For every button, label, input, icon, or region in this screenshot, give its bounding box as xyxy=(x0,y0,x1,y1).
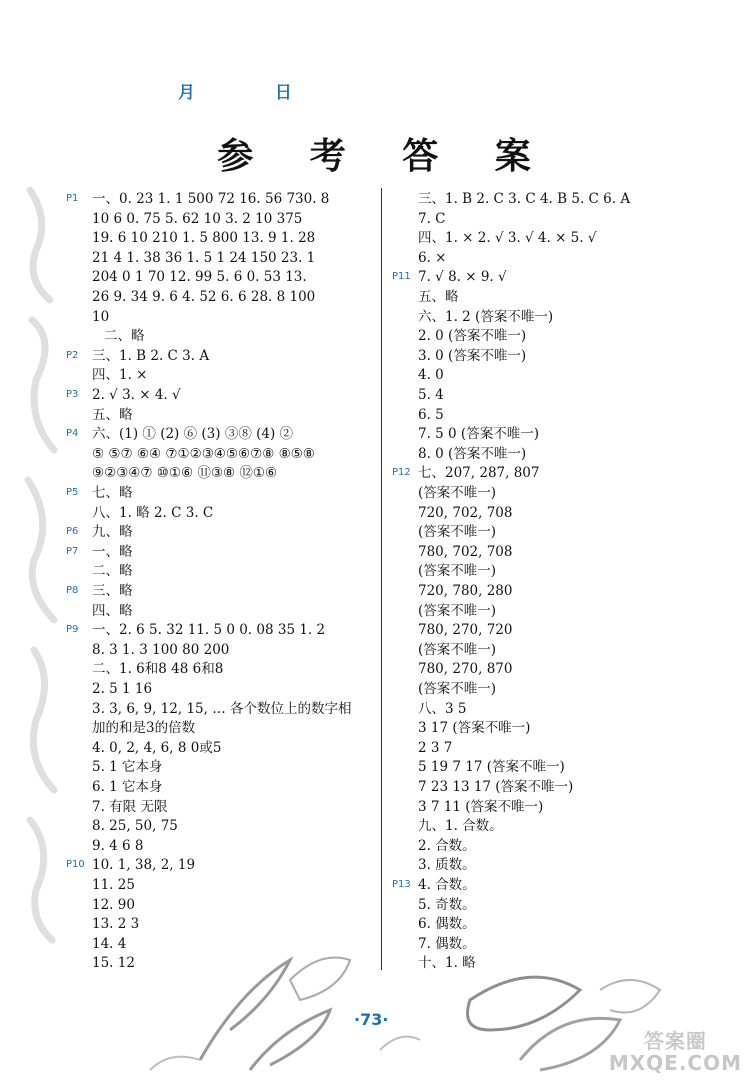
answer-line: 2. 合数。 xyxy=(418,837,476,854)
answer-line: 九、1. 合数。 xyxy=(418,818,503,835)
answer-line: 三、略 xyxy=(92,583,133,599)
answer-line: 2. √ 3. × 4. √ xyxy=(92,387,181,403)
answer-line: 五、略 xyxy=(92,406,133,423)
answer-line: 12. 90 xyxy=(92,896,135,913)
answer-line: 19. 6 10 210 1. 5 800 13. 9 1. 28 xyxy=(92,230,316,247)
calligraphy-decoration xyxy=(22,180,66,980)
answer-line: 6. 1 它本身 xyxy=(92,779,163,795)
answer-line: 7. 偶数。 xyxy=(418,935,476,952)
answer-line: 十、1. 略 xyxy=(418,955,476,972)
answer-line: 13. 2 3 xyxy=(92,916,140,933)
answer-line: 加的和是3的倍数 xyxy=(92,720,196,737)
answer-line: 9. 4 6 8 xyxy=(92,837,144,854)
watermark-url: MXQE.COM xyxy=(608,1051,742,1075)
answer-line: 2. 0 (答案不唯一) xyxy=(418,328,527,345)
answer-line: 6. 5 xyxy=(418,406,444,423)
answer-line: (答案不唯一) xyxy=(418,641,497,658)
page-ref-label: P3 xyxy=(66,389,79,400)
answer-line: 3 17 (答案不唯一) xyxy=(418,720,531,737)
page-ref-label: P6 xyxy=(66,526,79,538)
page-ref-label: P11 xyxy=(392,271,411,283)
answer-line: 八、1. 略 2. C 3. C xyxy=(92,504,214,521)
page-ref-label: P12 xyxy=(392,467,411,479)
day-label: 日 xyxy=(274,83,292,103)
page-ref-label: P10 xyxy=(66,859,85,871)
answer-line: 7 23 13 17 (答案不唯一) xyxy=(418,779,574,795)
answer-line: 一、2. 6 5. 32 11. 5 0 0. 08 35 1. 2 xyxy=(92,622,326,639)
answer-line: ⑤ ⑤⑦ ⑥④ ⑦①②③④⑤⑥⑦⑧ ⑧⑤⑧ xyxy=(92,445,315,462)
answer-line: 10. 1, 38, 2, 19 xyxy=(92,857,196,874)
answer-line: 21 4 1. 38 36 1. 5 1 24 150 23. 1 xyxy=(92,249,316,266)
answer-line: ⑨②③④⑦ ⑩①⑥ ⑪③⑧ ⑫①⑥ xyxy=(92,465,278,482)
page-ref-label: P5 xyxy=(66,487,79,498)
answer-line: 3 7 11 (答案不唯一) xyxy=(418,798,544,815)
answer-line: 二、略 xyxy=(104,328,145,345)
page-ref-label: P4 xyxy=(66,428,79,440)
answer-line: (答案不唯一) xyxy=(418,563,497,580)
answer-line: 15. 12 xyxy=(92,955,135,972)
answer-line: 780, 270, 720 xyxy=(418,622,513,639)
answer-line: 三、1. B 2. C 3. A xyxy=(92,347,210,364)
answer-line: 七、略 xyxy=(92,485,133,501)
answer-line: 五、略 xyxy=(418,289,459,305)
answer-line: 九、略 xyxy=(92,524,133,541)
answer-line: 7. 有限 无限 xyxy=(92,798,168,815)
answer-line: (答案不唯一) xyxy=(418,524,497,541)
answer-line: 14. 4 xyxy=(92,935,127,952)
answer-line: 7. C xyxy=(418,210,446,227)
answer-line: 四、1. × 2. √ 3. √ 4. × 5. √ xyxy=(418,230,597,247)
answer-line: 2 3 7 xyxy=(418,739,453,756)
answer-line: 10 6 0. 75 5. 62 10 3. 2 10 375 xyxy=(92,210,303,227)
answer-line: 5. 1 它本身 xyxy=(92,759,163,776)
answer-line: 26 9. 34 9. 6 4. 52 6. 6 28. 8 100 xyxy=(92,289,316,305)
answer-line: 780, 702, 708 xyxy=(418,543,513,560)
answer-line: 六、(1) ① (2) ⑥ (3) ③⑧ (4) ② xyxy=(92,426,294,443)
answer-line: 720, 780, 280 xyxy=(418,583,513,599)
answer-line: 5 19 7 17 (答案不唯一) xyxy=(418,759,565,776)
column-divider xyxy=(381,188,382,970)
answer-line: 四、1. × xyxy=(92,367,148,384)
site-watermark xyxy=(609,1030,742,1074)
answer-line: 一、0. 23 1. 1 500 72 16. 56 730. 8 xyxy=(92,191,330,207)
answer-line: 2. 5 1 16 xyxy=(92,681,153,697)
answer-line: 5. 奇数。 xyxy=(418,896,476,913)
answer-line: 5. 4 xyxy=(418,387,444,403)
answer-line: 三、1. B 2. C 3. C 4. B 5. C 6. A xyxy=(418,191,631,207)
answer-line: 二、1. 6和8 48 6和8 xyxy=(92,661,224,678)
answer-line: 四、略 xyxy=(92,602,133,619)
answer-line: 二、略 xyxy=(92,563,133,580)
answer-line: 780, 270, 870 xyxy=(418,661,513,678)
answer-line: 3. 3, 6, 9, 12, 15, … 各个数位上的数字相 xyxy=(92,700,352,717)
answer-line: 八、3 5 xyxy=(418,700,467,717)
page-ref-label: P8 xyxy=(66,585,79,596)
answer-line: 6. 偶数。 xyxy=(418,916,476,933)
answer-line: (答案不唯一) xyxy=(418,602,497,619)
answer-line: 11. 25 xyxy=(92,877,135,893)
page-title: 参 考 答 案 xyxy=(217,135,553,177)
answer-line: 4. 0 xyxy=(418,367,444,384)
date-fields xyxy=(178,78,292,103)
month-label: 月 xyxy=(178,83,195,103)
answer-line: 7. √ 8. × 9. √ xyxy=(418,269,507,286)
page-ref-label: P2 xyxy=(66,349,79,361)
answer-line: 3. 0 (答案不唯一) xyxy=(418,347,527,364)
answer-line: 8. 3 1. 3 100 80 200 xyxy=(92,641,230,658)
answer-line: 10 xyxy=(92,308,110,325)
page-ref-label: P1 xyxy=(66,193,79,204)
answer-line: 7. 5 0 (答案不唯一) xyxy=(418,426,539,443)
answer-line: 8. 0 (答案不唯一) xyxy=(418,445,527,462)
answer-line: (答案不唯一) xyxy=(418,485,497,501)
answer-line: 六、1. 2 (答案不唯一) xyxy=(418,308,554,325)
answer-line: 6. × xyxy=(418,249,447,266)
answer-line: 4. 0, 2, 4, 6, 8 0或5 xyxy=(92,739,222,756)
page-ref-label: P9 xyxy=(66,624,79,636)
watermark-logo-text: 答案圈 xyxy=(643,1029,707,1053)
answer-line: 七、207, 287, 807 xyxy=(418,465,540,482)
answer-line: 720, 702, 708 xyxy=(418,504,513,521)
answer-line: (答案不唯一) xyxy=(418,681,497,697)
answer-line: 一、略 xyxy=(92,543,133,560)
answer-line: 204 0 1 70 12. 99 5. 6 0. 53 13. xyxy=(92,269,307,286)
page-number: ·73· xyxy=(354,1010,389,1029)
page-ref-label: P13 xyxy=(392,879,411,890)
answer-line: 4. 合数。 xyxy=(418,877,476,893)
page-ref-label: P7 xyxy=(66,545,79,557)
answer-line: 8. 25, 50, 75 xyxy=(92,818,178,835)
answer-line: 3. 质数。 xyxy=(418,857,476,874)
